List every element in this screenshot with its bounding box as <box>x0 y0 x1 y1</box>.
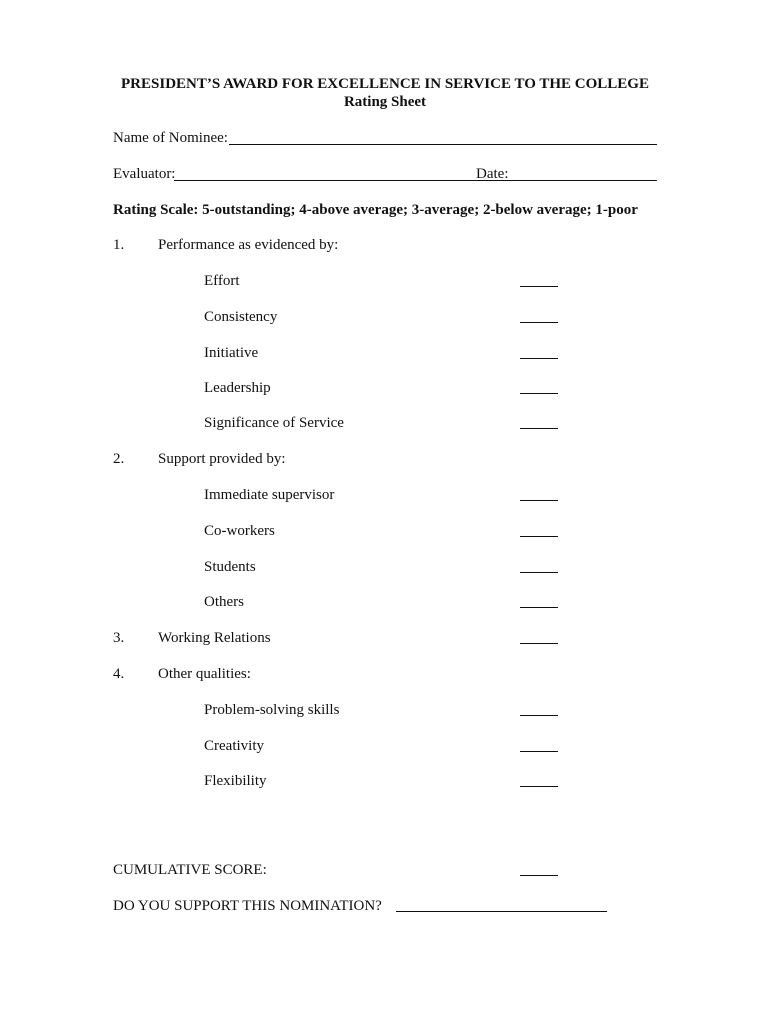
date-line[interactable] <box>476 180 657 181</box>
score-blank-problem-solving[interactable] <box>520 715 558 716</box>
score-blank-consistency[interactable] <box>520 322 558 323</box>
section-1-number: 1. <box>113 237 125 253</box>
nominee-line[interactable] <box>229 144 657 145</box>
item-initiative: Initiative <box>204 345 259 361</box>
score-blank-students[interactable] <box>520 572 558 573</box>
score-blank-co-workers[interactable] <box>520 536 558 537</box>
rating-scale: Rating Scale: 5-outstanding; 4-above average; 3-average; 2-below average; 1-poor <box>113 202 638 218</box>
item-students: Students <box>204 559 256 575</box>
item-creativity: Creativity <box>204 738 264 754</box>
score-blank-initiative[interactable] <box>520 358 558 359</box>
evaluator-line[interactable] <box>174 180 476 181</box>
item-others: Others <box>204 594 244 610</box>
support-nomination-line[interactable] <box>396 911 607 912</box>
section-4-number: 4. <box>113 666 125 682</box>
score-blank-leadership[interactable] <box>520 393 558 394</box>
document-subtitle: Rating Sheet <box>343 94 427 110</box>
item-leadership: Leadership <box>204 380 271 396</box>
score-blank-effort[interactable] <box>520 286 558 287</box>
document-title: PRESIDENT’S AWARD FOR EXCELLENCE IN SERVICE TO THE COLLEGE <box>121 76 649 92</box>
item-co-workers: Co-workers <box>204 523 275 539</box>
item-consistency: Consistency <box>204 309 278 325</box>
cumulative-score-blank[interactable] <box>520 875 558 876</box>
item-significance-of-service: Significance of Service <box>204 415 344 431</box>
section-4-label: Other qualities: <box>158 666 251 682</box>
nominee-label: Name of Nominee: <box>113 130 228 146</box>
item-flexibility: Flexibility <box>204 773 267 789</box>
section-2-number: 2. <box>113 451 125 467</box>
score-blank-working-relations[interactable] <box>520 643 558 644</box>
section-2-label: Support provided by: <box>158 451 286 467</box>
item-problem-solving-skills: Problem-solving skills <box>204 702 340 718</box>
section-3-label: Working Relations <box>158 630 271 646</box>
score-blank-flexibility[interactable] <box>520 786 558 787</box>
evaluator-label: Evaluator: <box>113 166 176 182</box>
item-effort: Effort <box>204 273 240 289</box>
score-blank-creativity[interactable] <box>520 751 558 752</box>
cumulative-score-label: CUMULATIVE SCORE: <box>113 862 267 878</box>
support-nomination-label: DO YOU SUPPORT THIS NOMINATION? <box>113 898 382 914</box>
section-3-number: 3. <box>113 630 125 646</box>
score-blank-significance[interactable] <box>520 428 558 429</box>
item-immediate-supervisor: Immediate supervisor <box>204 487 335 503</box>
date-label: Date: <box>476 166 509 182</box>
score-blank-supervisor[interactable] <box>520 500 558 501</box>
score-blank-others[interactable] <box>520 607 558 608</box>
section-1-label: Performance as evidenced by: <box>158 237 339 253</box>
